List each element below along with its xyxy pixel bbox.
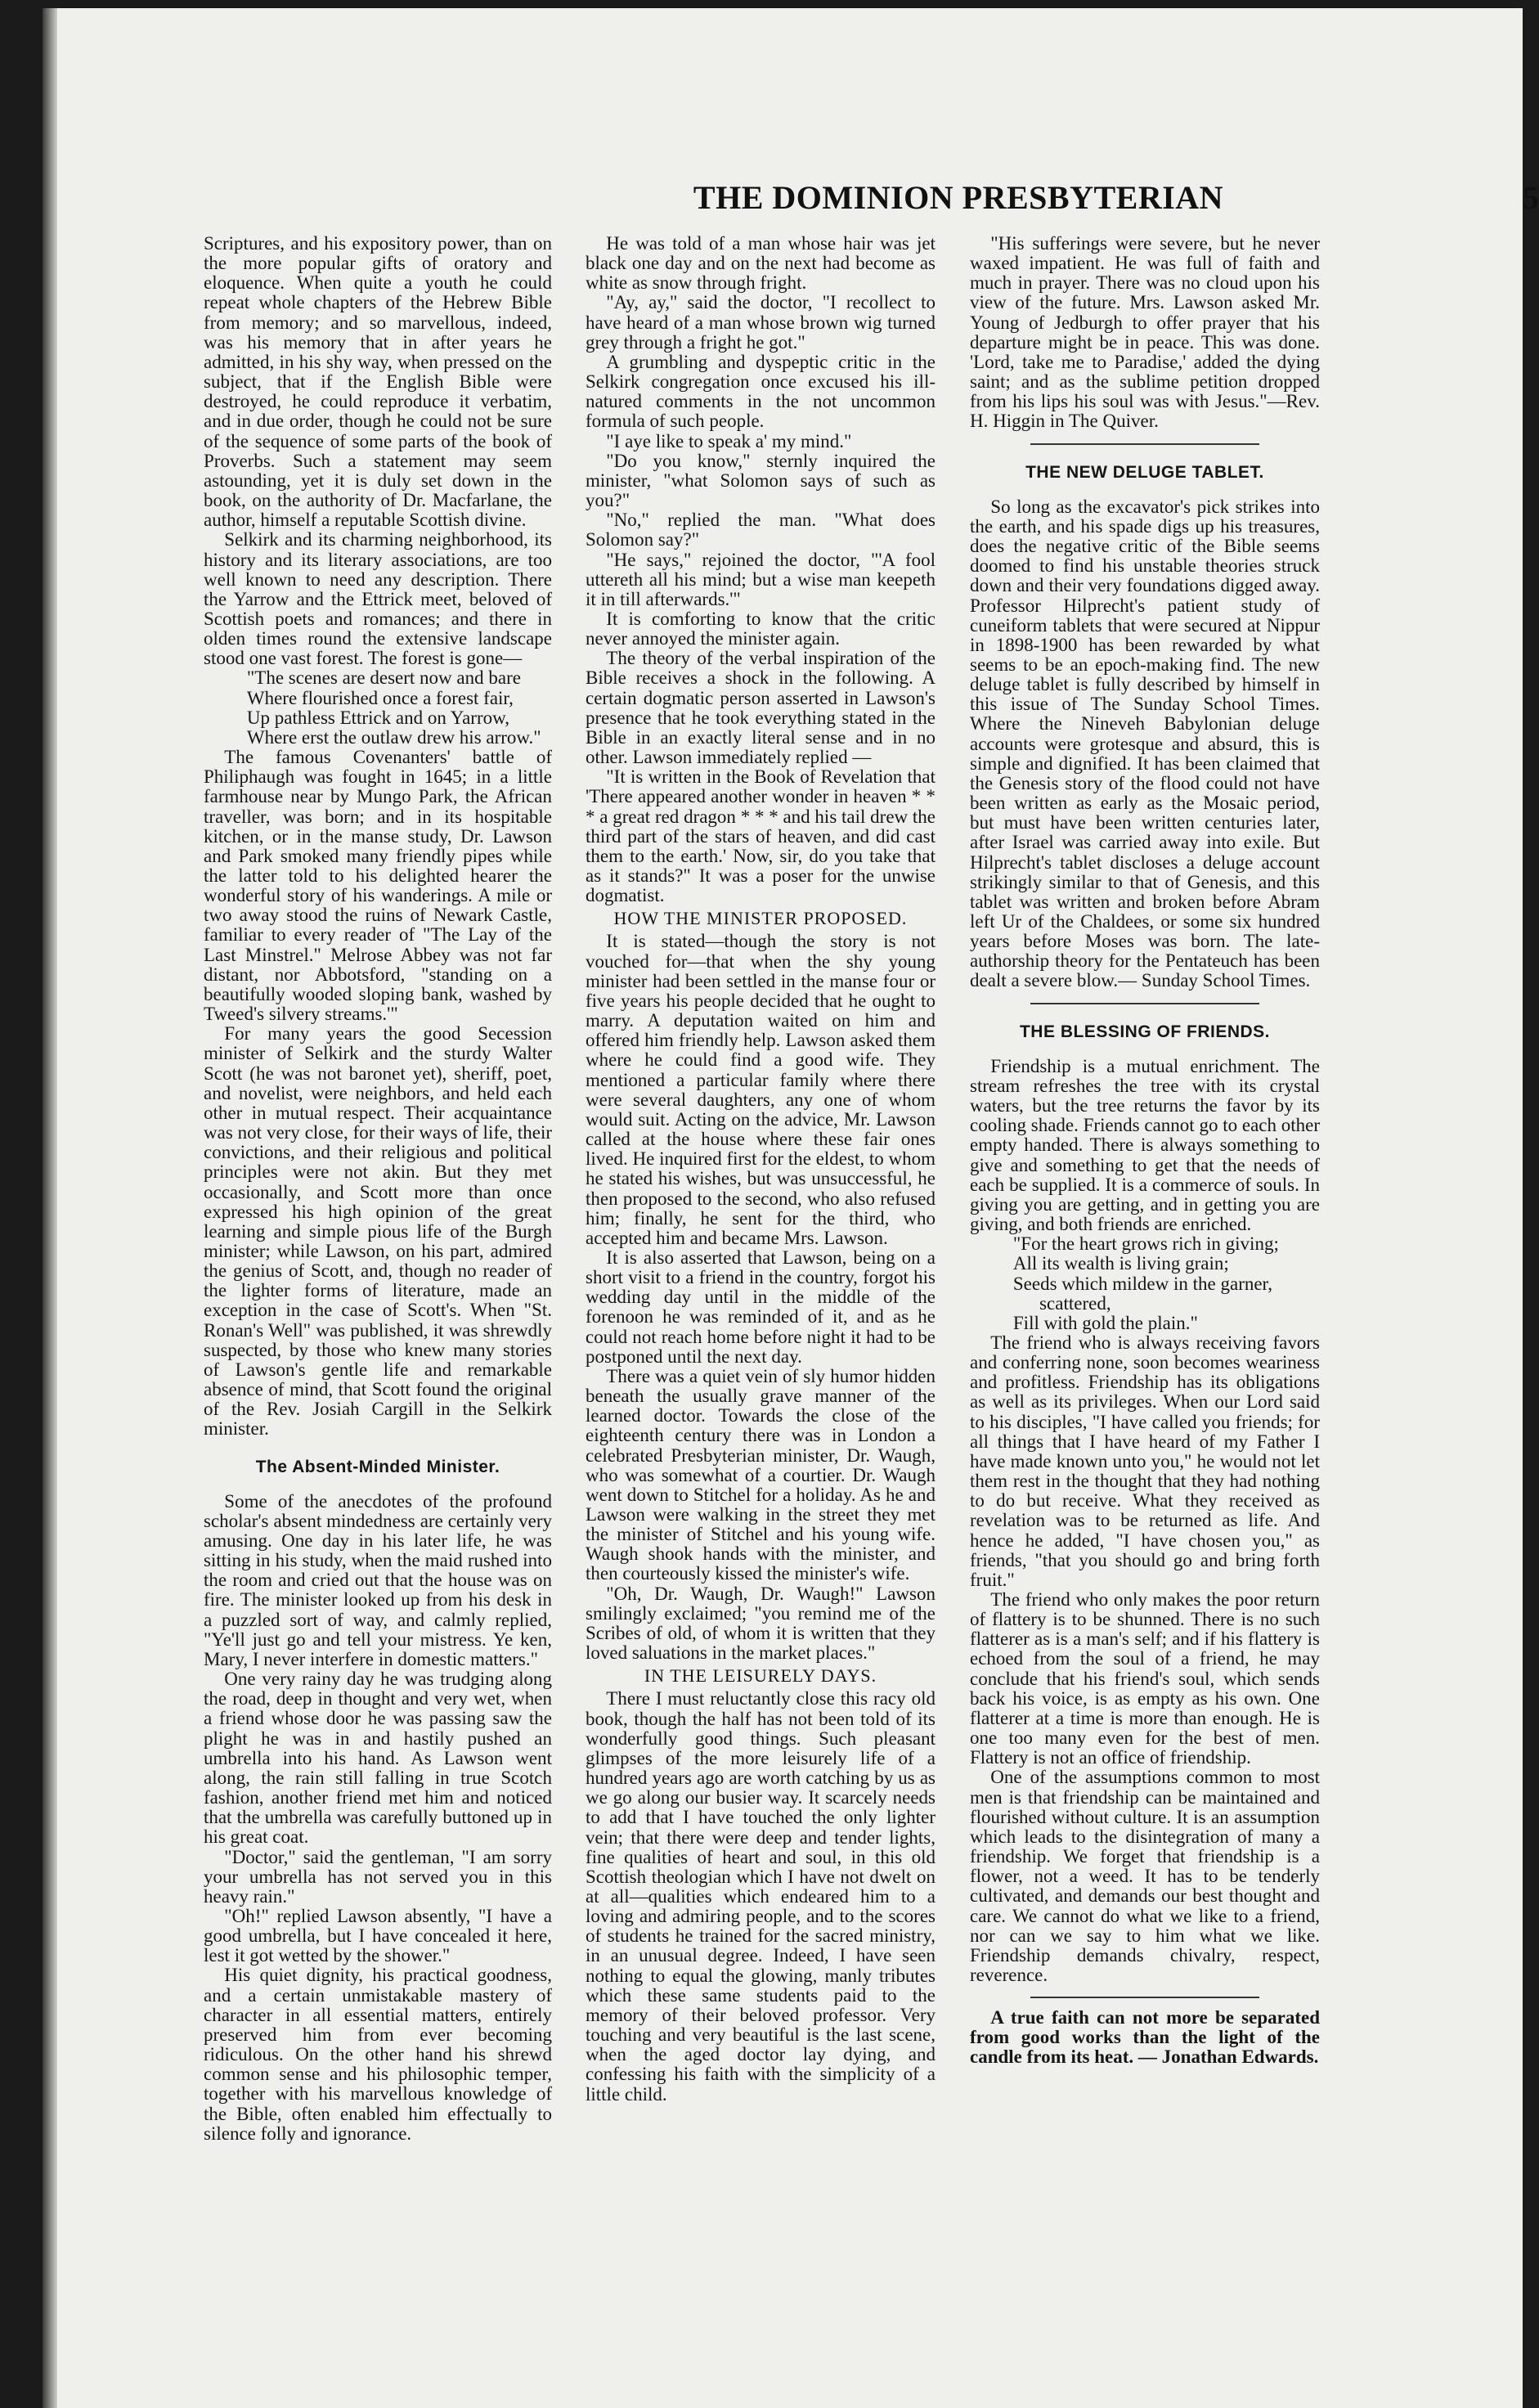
divider-rule <box>1030 1997 1259 1998</box>
paragraph: "No," replied the man. "What does Solomon say?" <box>586 510 936 550</box>
section-heading: THE NEW DELUGE TABLET. <box>1025 462 1264 482</box>
section-heading: THE BLESSING OF FRIENDS. <box>1019 1022 1271 1041</box>
verse-line: All its wealth is living grain; <box>1012 1253 1229 1274</box>
paragraph: There was a quiet vein of sly humor hidden beneath the usually grave manner of the learned doctor. Towards the close of the eighteenth century there was in London a celebrated Presbyterian minister, Dr. Waugh, who was somewhat of a courtier. Dr. Waugh went down to Stitchel for a holiday. As he and Lawson were walking in the street they met the minister of Stitchel and his young wife. Waugh shook hands with the minister, and then courteously kissed the minister's wife. <box>586 1365 936 1584</box>
divider-rule <box>1030 1003 1259 1004</box>
page-number: 5 <box>1523 179 1539 216</box>
newspaper-page <box>43 8 1539 2408</box>
paragraph: "He says," rejoined the doctor, "'A fool uttereth all his mind; but a wise man keepeth it in till afterwards.'" <box>586 549 936 609</box>
divider-rule <box>1030 443 1259 445</box>
closing-quote: A true faith can not more be separated from good works than the light of the candle from its heat. — Jonathan Edwards. <box>970 2007 1320 2068</box>
verse-line: Fill with gold the plain." <box>1012 1312 1198 1333</box>
masthead-title: THE DOMINION PRESBYTERIAN <box>693 179 1224 216</box>
paragraph: "Ay, ay," said the doctor, "I recollect to have heard of a man whose brown wig turned grey through a fright he got." <box>586 292 936 353</box>
column-1 <box>204 234 552 2144</box>
verse-line: Seeds which mildew in the garner, <box>1012 1273 1273 1294</box>
verse-line: Where flourished once a forest fair, <box>246 687 514 708</box>
paragraph: Friendship is a mutual enrichment. The stream refreshes the tree with its crystal waters, but the tree returns the favor by its cooling shade. Friends cannot go to each other empty handed. There is always something to give and something to get that the needs of each be supplied. It is a commerce of souls. In giving you are getting, and in getting you are giving, and both friends are enriched. <box>970 1055 1320 1235</box>
paragraph: "His sufferings were severe, but he never waxed impatient. He was full of faith and much in prayer. There was no cloud upon his view of the future. Mrs. Lawson asked Mr. Young of Jedburgh to offer prayer that his departure might be in peace. This was done. 'Lord, take me to Paradise,' added the dying saint; and as the sublime petition dropped from his lips his soul was with Jesus."—Rev. H. Higgin in The Quiver. <box>970 233 1320 432</box>
section-heading: HOW THE MINISTER PROPOSED. <box>613 908 908 929</box>
paragraph: One of the assumptions common to most men is that friendship can be maintained and flourished without culture. It is an assumption which leads to the disintegration of many a friendship. We forget that friendship is a flower, not a weed. It has to be tenderly cultivated, and demands our best thought and care. We cannot do what we like to a friend, nor can we say to him what we like. Friendship demands chivalry, respect, reverence. <box>970 1767 1320 1985</box>
paragraph: One very rainy day he was trudging along the road, deep in thought and very wet, when a friend whose door he was passing saw the plight he was in and hastily pushed an umbrella into his hand. As Lawson went along, the rain still falling in true Scotch fashion, another friend met him and noticed that the umbrella was carefully buttoned up in his great coat. <box>204 1669 552 1848</box>
paragraph: The friend who is always receiving favors and conferring none, soon becomes weariness and profitless. Friendship has its obligations as well as its privileges. When our Lord said to his disciples, "I have called you friends; for all things that I have heard of my Father I have made known unto you," he would not let them rest in the thought that they had nothing to do but receive. What they received as revelation was to be returned as life. And hence he added, "I have chosen you," as friends, "that you should go and bring forth fruit." <box>970 1332 1320 1590</box>
paragraph: The famous Covenanters' battle of Philiphaugh was fought in 1645; in a little farmhouse near by Mungo Park, the African traveller, was born; and in its hospitable kitchen, or in the manse study, Dr. Lawson and Park smoked many friendly pipes while the latter told to his delighted hearer the wonderful story of his wanderings. A mile or two away stood the ruins of Newark Castle, familiar to every reader of "The Lay of the Last Minstrel." Melrose Abbey was not far distant, nor Abbotsford, "standing on a beautifully wooded sloping bank, washed by Tweed's silvery streams.'" <box>204 747 552 1025</box>
paragraph: "Do you know," sternly inquired the minister, "what Solomon says of such as you?" <box>586 450 936 511</box>
section-heading: The Absent-Minded Minister. <box>255 1457 500 1476</box>
paragraph: So long as the excavator's pick strikes into the earth, and his spade digs up his treasures, does the negative critic of the Bible seems doomed to find his unstable theories struck down and their very foundations digged away. Professor Hilprecht's patient study of cuneiform tablets that were secured at Nippur in 1898-1900 has been rewarded by what seems to be an epoch-making find. The new deluge tablet is fully described by himself in this issue of The Sunday School Times. Where the Nineveh Babylonian deluge accounts were grotesque and absurd, this is simple and dignified. It has been claimed that the Genesis story of the flood could not have been written as early as the Mosaic period, but must have been written centuries later, after Israel was carried away into exile. But Hilprecht's tablet discloses a deluge account strikingly similar to that of Genesis, and this tablet was written and broken before Abram left Ur of the Chaldees, or some six hundred years before Moses was born. The late-authorship theory for the Pentateuch has been dealt a severe blow.— Sunday School Times. <box>970 496 1320 991</box>
paragraph: It is stated—though the story is not vouched for—that when the shy young minister had been settled in the manse four or five years his people decided that he ought to marry. A deputation waited on him and offered him friendly help. Lawson asked them where he could find a good wife. They mentioned a particular family where there were several daughters, any one of whom would suit. Acting on the advice, Mr. Lawson called at the house where these fair ones lived. He inquired first for the eldest, to whom he stated his wishes, but was unsuccessful, he then proposed to the second, who also refused him; finally, he sent for the third, who accepted him and became Mrs. Lawson. <box>586 931 936 1248</box>
verse-line: "For the heart grows rich in giving; <box>1012 1233 1279 1255</box>
verse-line: Up pathless Ettrick and on Yarrow, <box>246 707 509 728</box>
section-heading: IN THE LEISURELY DAYS. <box>644 1665 877 1687</box>
paragraph: "I aye like to speak a' my mind." <box>606 430 852 452</box>
paragraph: It is also asserted that Lawson, being on a short visit to a friend in the country, forgot his wedding day until in the middle of the forenoon he was reminded of it, and as he could not reach home before night it had to be postponed until the next day. <box>586 1247 936 1367</box>
paragraph: It is comforting to know that the critic never annoyed the minister again. <box>586 608 936 649</box>
column-2 <box>586 234 936 2105</box>
paragraph: Selkirk and its charming neighborhood, its history and its literary associations, are too well known to need any description. There the Yarrow and the Ettrick meet, beloved of Scottish poets and romances; and there in olden times round the extensive landscape stood one vast forest. The forest is gone— <box>204 529 552 669</box>
verse-line: scattered, <box>1039 1292 1111 1314</box>
column-3 <box>970 234 1320 2068</box>
paragraph: There I must reluctantly close this racy old book, though the half has not been told of its wonderfully good things. Such pleasant glimpses of the more leisurely life of a hundred years ago are worth catching by us as we go along our busier way. It scarcely needs to add that I have touched the only lighter vein; that there were deep and tender lights, fine qualities of heart and soul, in this old Scottish theologian which I have not dwelt on at all—qualities which endeared him to a loving and admiring people, and to the scores of students he trained for the sacred ministry, in an unusual degree. Indeed, I have seen nothing to equal the glowing, manly tributes which these same students paid to the memory of their beloved professor. Very touching and very beautiful is the last scene, when the aged doctor lay dying, and confessing his faith with the simplicity of a little child. <box>586 1688 936 2105</box>
paragraph: His quiet dignity, his practical goodness, and a certain unmistakable mastery of character in all essential matters, entirely preserved him from ever becoming ridiculous. On the other hand his shrewd common sense and his philosophic temper, together with his marvellous knowledge of the Bible, often enabled him effectually to silence folly and ignorance. <box>204 1965 552 2144</box>
paragraph: A grumbling and dyspeptic critic in the Selkirk congregation once excused his ill-natured comments in the not uncommon formula of such people. <box>586 351 936 432</box>
page-edge-shadow <box>43 8 57 2408</box>
paragraph: Scriptures, and his expository power, than on the more popular gifts of oratory and eloquence. When quite a youth he could repeat whole chapters of the Hebrew Bible from memory; and so marvellous, indeed, was his memory that in after years he admitted, in his shy way, when pressed on the subject, that if the English Bible were destroyed, he could reproduce it verbatim, and in due order, though he could not be sure of the sequence of some parts of the book of Proverbs. Such a statement may seem astounding, yet it is duly set down in the book, on the authority of Dr. Macfarlane, the author, himself a reputable Scottish divine. <box>204 233 552 531</box>
paragraph: "Oh, Dr. Waugh, Dr. Waugh!" Lawson smilingly exclaimed; "you remind me of the Scribes of old, of whom it is written that they loved saluations in the market places." <box>586 1583 936 1664</box>
verse-line: "The scenes are desert now and bare <box>246 667 521 689</box>
paragraph: "Oh!" replied Lawson absently, "I have a good umbrella, but I have concealed it here, lest it got wetted by the shower." <box>204 1905 552 1966</box>
paragraph: The theory of the verbal inspiration of the Bible receives a shock in the following. A certain dogmatic person asserted in Lawson's presence that he took everything stated in the Bible in an exactly literal sense and in no other. Lawson immediately replied — <box>586 648 936 768</box>
verse-line: Where erst the outlaw drew his arrow." <box>246 726 541 748</box>
paragraph: "Doctor," said the gentleman, "I am sorry your umbrella has not served you in this heavy rain." <box>204 1846 552 1907</box>
paragraph: Some of the anecdotes of the profound scholar's absent mindedness are certainly very amusing. One day in his later life, he was sitting in his study, when the maid rushed into the room and cried out that the house was on fire. The minister looked up from his desk in a puzzled sort of way, and calmly replied, "Ye'll just go and tell your mistress. Ye ken, Mary, I never interfere in domestic matters." <box>204 1490 552 1669</box>
paragraph: "It is written in the Book of Revelation that 'There appeared another wonder in heaven * * * a great red dragon * * * and his tail drew the third part of the stars of heaven, and did cast them to the earth.' Now, sir, do you take that as it stands?" It was a poser for the unwise dogmatist. <box>586 766 936 906</box>
page-header <box>500 178 1539 221</box>
paragraph: The friend who only makes the poor return of flattery is to be shunned. There is no such flatterer as is a man's self; and if his flattery is echoed from the soul of a friend, he may conclude that his friend's soul, which sends back his voice, is as empty as his own. One flatterer at a time is more than enough. He is one too many even for the best of men. Flattery is not an office of friendship. <box>970 1589 1320 1768</box>
paragraph: For many years the good Secession minister of Selkirk and the sturdy Walter Scott (he was not baronet yet), sheriff, poet, and novelist, were neighbors, and held each other in mutual respect. Their acquaintance was not very close, for their ways of life, their convictions, and their religious and political principles were not akin. But they met occasionally, and Scott more than once expressed his high opinion of the great learning and simple pious life of the Burgh minister; while Lawson, on his part, admired the genius of Scott, and, though no reader of the lighter forms of literature, made an exception in the case of Scott's. When "St. Ronan's Well" was published, it was shrewdly suspected, by those who knew many stories of Lawson's gentle life and remarkable absence of mind, that Scott found the original of the Rev. Josiah Cargill in the Selkirk minister. <box>204 1023 552 1440</box>
paragraph: He was told of a man whose hair was jet black one day and on the next had become as white as snow through fright. <box>586 233 936 294</box>
